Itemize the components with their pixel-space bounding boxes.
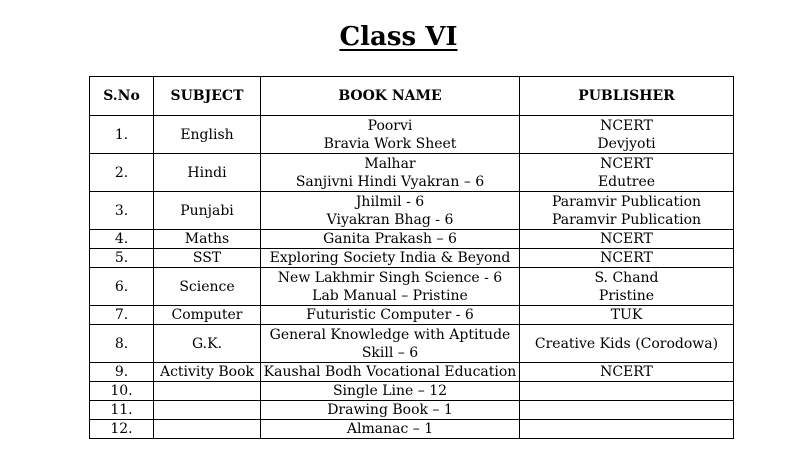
cell-sno: 12. [90, 420, 154, 439]
publisher-line: Paramvir Publication [551, 193, 702, 210]
book-name-line: Almanac – 1 [346, 421, 434, 437]
cell-subject: G.K. [154, 325, 261, 363]
publisher-line: TUK [610, 307, 643, 323]
table-row [90, 325, 734, 363]
cell-publisher [520, 249, 734, 268]
book-name-line: Futuristic Computer - 6 [306, 307, 474, 323]
cell-book-name [261, 268, 520, 306]
header-book-name: BOOK NAME [261, 77, 520, 116]
cell-publisher [520, 192, 734, 230]
cell-book-name [261, 192, 520, 230]
cell-publisher [520, 116, 734, 154]
cell-book-name [261, 325, 520, 363]
cell-sno: 2. [90, 154, 154, 192]
publisher-line: S. Chand [594, 269, 659, 286]
publisher-line: NCERT [600, 117, 653, 134]
cell-book-name [261, 154, 520, 192]
book-name-line: Single Line – 12 [332, 383, 448, 399]
cell-subject [154, 420, 261, 439]
table-body [90, 116, 734, 439]
publisher-line: NCERT [600, 364, 653, 380]
cell-publisher [520, 363, 734, 382]
header-subject: SUBJECT [154, 77, 261, 116]
publisher-line: Creative Kids (Corodowa) [534, 335, 719, 352]
table-row [90, 306, 734, 325]
cell-subject: Maths [154, 230, 261, 249]
publisher-line: Pristine [598, 287, 655, 304]
publisher-line: NCERT [600, 155, 653, 172]
cell-publisher [520, 382, 734, 401]
cell-book-name [261, 249, 520, 268]
cell-sno: 3. [90, 192, 154, 230]
table-row [90, 249, 734, 268]
table-row [90, 230, 734, 249]
cell-publisher [520, 401, 734, 420]
book-name-line: Drawing Book – 1 [327, 402, 453, 418]
book-name-line: Viyakran Bhag - 6 [326, 211, 454, 228]
book-name-line: Poorvi [367, 117, 413, 134]
book-name-line: Skill – 6 [361, 344, 419, 361]
book-name-line: Malhar [364, 155, 416, 172]
publisher-line: Devjyoti [597, 135, 656, 152]
cell-sno: 10. [90, 382, 154, 401]
cell-book-name [261, 306, 520, 325]
book-name-line: Bravia Work Sheet [323, 135, 457, 152]
cell-publisher [520, 154, 734, 192]
book-name-line: Ganita Prakash – 6 [323, 231, 457, 247]
book-name-line: Sanjivni Hindi Vyakran – 6 [295, 173, 485, 190]
cell-sno: 7. [90, 306, 154, 325]
table-row [90, 268, 734, 306]
cell-publisher [520, 230, 734, 249]
table-row [90, 116, 734, 154]
cell-book-name [261, 420, 520, 439]
cell-subject: Punjabi [154, 192, 261, 230]
publisher-line: NCERT [600, 231, 653, 247]
cell-sno: 5. [90, 249, 154, 268]
book-name-line: General Knowledge with Aptitude [269, 326, 511, 343]
cell-subject: Activity Book [154, 363, 261, 382]
table-row [90, 154, 734, 192]
publisher-line: Edutree [597, 173, 656, 190]
cell-book-name [261, 363, 520, 382]
cell-subject: SST [154, 249, 261, 268]
cell-book-name [261, 230, 520, 249]
cell-sno: 1. [90, 116, 154, 154]
cell-subject: Hindi [154, 154, 261, 192]
book-name-line: Jhilmil - 6 [355, 193, 425, 210]
book-name-line: Kaushal Bodh Vocational Education [263, 364, 517, 380]
cell-sno: 9. [90, 363, 154, 382]
cell-subject [154, 382, 261, 401]
table-header-row [90, 77, 734, 116]
cell-publisher [520, 325, 734, 363]
cell-sno: 8. [90, 325, 154, 363]
book-list-table [89, 76, 734, 439]
table-row [90, 420, 734, 439]
header-sno: S.No [90, 77, 154, 116]
table-row [90, 363, 734, 382]
cell-sno: 11. [90, 401, 154, 420]
book-name-line: Exploring Society India & Beyond [269, 250, 511, 266]
cell-book-name [261, 401, 520, 420]
publisher-line: NCERT [600, 250, 653, 266]
book-name-line: Lab Manual – Pristine [312, 287, 468, 304]
cell-book-name [261, 382, 520, 401]
cell-book-name [261, 116, 520, 154]
cell-publisher [520, 306, 734, 325]
table-row [90, 401, 734, 420]
header-publisher: PUBLISHER [520, 77, 734, 116]
cell-subject: English [154, 116, 261, 154]
cell-publisher [520, 420, 734, 439]
publisher-line: Paramvir Publication [551, 211, 702, 228]
book-name-line: New Lakhmir Singh Science - 6 [277, 269, 503, 286]
cell-sno: 6. [90, 268, 154, 306]
table-row [90, 382, 734, 401]
cell-publisher [520, 268, 734, 306]
cell-sno: 4. [90, 230, 154, 249]
cell-subject [154, 401, 261, 420]
page-title: Class VI [339, 22, 458, 52]
cell-subject: Science [154, 268, 261, 306]
cell-subject: Computer [154, 306, 261, 325]
table-row [90, 192, 734, 230]
